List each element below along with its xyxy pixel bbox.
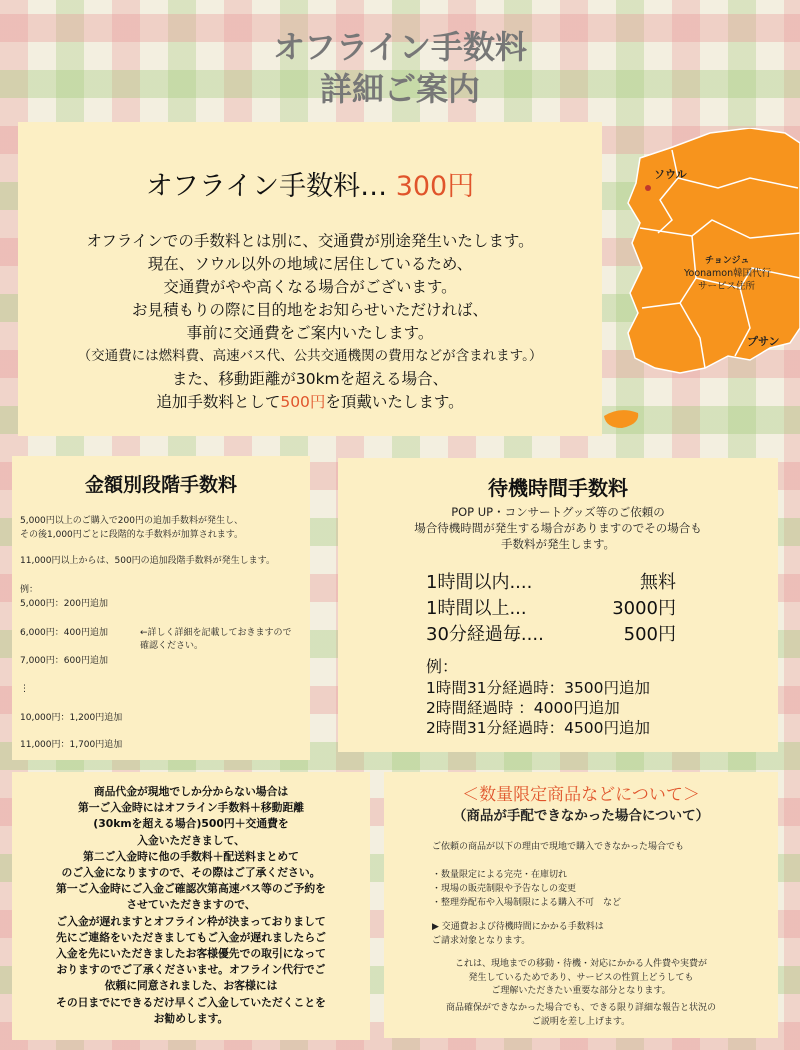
wait-rate-label: 1時間以内.... — [426, 572, 533, 593]
page-title-line1: オフライン手数料 — [272, 28, 528, 66]
main-line: 事前に交通費をご案内いたします。 — [186, 324, 434, 342]
wait-rate-fee: 3000円 — [612, 598, 676, 619]
tier-note-1: ←詳しく詳細を記載しておきますので — [140, 628, 292, 638]
limited-reason-line: ご理解いただきたい重要な部分となります。 — [491, 986, 671, 996]
tier-panel — [12, 456, 310, 760]
wait-desc-line: 手数料が発生します。 — [500, 537, 616, 551]
main-line: また、移動距離が30kmを超える場合、 — [171, 370, 449, 388]
tier-dots: ⋮ — [20, 684, 29, 694]
payment-body — [12, 784, 370, 1027]
jeju-island-shape — [604, 410, 638, 428]
payment-line: 依頼に同意されました、お客様には — [104, 979, 278, 993]
wait-panel — [338, 458, 778, 752]
korea-map — [600, 128, 800, 438]
payment-line: させていただきますので、 — [126, 898, 256, 912]
payment-line: 第一ご入金時にはオフライン手数料＋移動距離 — [77, 801, 305, 815]
limited-intro: ご依頼の商品が以下の理由で現地で購入できなかった場合でも — [432, 842, 685, 852]
wait-example: 2時間経過時 ：4000円追加 — [426, 699, 620, 717]
payment-line: (30kmを超える場合)500円＋交通費を — [93, 817, 289, 831]
payment-line: お勧めします。 — [153, 1011, 229, 1025]
main-line: 交通費がやや高くなる場合がございます。 — [163, 278, 457, 296]
seoul-marker — [645, 185, 651, 191]
tier-example-4: 10,000円：1,200円追加 — [20, 713, 123, 723]
limited-closing-line: ご説明を差し上げます。 — [531, 1016, 631, 1027]
limited-reason-line: これは、現地までの移動・待機・対応にかかる人件費や実費が — [454, 959, 707, 969]
tier-example-1: 5,000円：200円追加 — [20, 599, 108, 609]
tier-over: 11,000円以上からは、500円の追加段階手数料が発生します。 — [20, 556, 275, 566]
payment-line: のご入金になりますので、その際はご了承ください。 — [61, 866, 321, 880]
wait-desc-line: 場合待機時間が発生する場合がありますのでその場合も — [414, 521, 702, 535]
wait-desc — [338, 504, 778, 552]
wait-example-label: 例： — [426, 657, 459, 676]
payment-line: その日までにできるだけ早くご入金していただくことを — [56, 995, 326, 1009]
wait-example: 1時間31分経過時：3500円追加 — [426, 679, 651, 697]
tier-example-2: 6,000円：400円追加 — [20, 628, 108, 638]
payment-line: ご入金が遅れますとオフライン枠が決まっておりまして — [56, 914, 326, 928]
wait-example: 2時間31分経過時：4500円追加 — [426, 719, 651, 737]
main-line: 現在、ソウル以外の地域に居住しているため、 — [147, 255, 473, 273]
main-panel — [18, 122, 602, 436]
map-label-jeonju: チョンジュ — [705, 256, 750, 266]
map-label-seoul: ソウル — [654, 168, 687, 181]
tier-example-label: 例： — [20, 585, 39, 595]
main-line: お見積もりの際に目的地をお知らせいただければ、 — [131, 301, 489, 319]
wait-rate-row — [426, 594, 676, 620]
wait-desc-line: POP UP・コンサートグッズ等のご依頼の — [451, 505, 665, 519]
wait-title: 待機時間手数料 — [488, 476, 628, 500]
payment-line: 入金いただきまして、 — [137, 833, 245, 847]
payment-line: 第二ご入金時に他の手数料＋配送料まとめて — [83, 849, 299, 863]
main-line: （交通費には燃料費、高速バス代、公共交通機関の費用などが含まれます。） — [77, 348, 543, 364]
main-last-pre: 追加手数料として — [156, 393, 281, 411]
wait-rate-fee: 500円 — [623, 624, 676, 645]
main-last-price: 500円 — [280, 393, 326, 411]
limited-notice-2: ご請求対象となります。 — [432, 936, 531, 946]
main-heading-price: 300円 — [395, 171, 475, 202]
main-line-last — [18, 391, 602, 414]
limited-reason-line: 発生しているためであり、サービスの性質上どうしても — [468, 972, 694, 983]
payment-line: 第一ご入金時にご入金ご確認次第高速バス等のご予約を — [56, 882, 326, 896]
payment-line: 商品代金が現地でしか分からない場合は — [93, 785, 289, 798]
tier-intro2: その後1,000円ごとに段階的な手数料が加算されます。 — [20, 530, 244, 540]
limited-bullet: ・現場の販売制限や予告なしの変更 — [432, 884, 577, 894]
limited-bullet: ・整理券配布や入場制限による購入不可 など — [432, 898, 622, 908]
wait-rate-label: 30分経過毎.... — [426, 624, 544, 645]
main-heading — [18, 164, 602, 203]
limited-closing-line: 商品確保ができなかった場合でも、できる限り詳細な報告と状況の — [445, 1003, 716, 1013]
main-heading-label: オフライン手数料… — [145, 171, 396, 202]
tier-example-5: 11,000円：1,700円追加 — [20, 740, 123, 750]
tier-title: 金額別段階手数料 — [84, 474, 237, 496]
map-label-office2: サービス住所 — [698, 281, 756, 292]
wait-rate-row — [426, 620, 676, 646]
limited-closing — [384, 1002, 778, 1029]
main-last-post: を頂戴いたします。 — [325, 393, 464, 411]
payment-line: 先にご連絡をいただきましてもご入金が遅れましたらご — [56, 930, 326, 944]
map-label-busan: プサン — [747, 335, 780, 348]
limited-title: ＜数量限定商品などについて＞ — [462, 785, 700, 805]
limited-panel — [384, 772, 778, 1038]
main-body — [18, 230, 602, 414]
wait-rate-fee: 無料 — [640, 572, 676, 593]
limited-bullet: ・数量限定による完売・在庫切れ — [432, 870, 568, 880]
map-label-office1: Yoonamon韓国代行 — [684, 268, 772, 279]
tier-intro1: 5,000円以上のご購入で200円の追加手数料が発生し、 — [20, 516, 243, 526]
limited-subtitle: （商品が手配できなかった場合について） — [452, 808, 710, 824]
tier-note-2: 確認ください。 — [140, 641, 204, 651]
payment-line: おりますのでご了承くださいませ。オフライン代行でご — [56, 963, 326, 977]
limited-reason — [384, 958, 778, 999]
payment-line: 入金を先にいただきましたお客様優先での取引になって — [56, 947, 326, 961]
main-line: オフラインでの手数料とは別に、交通費が別途発生いたします。 — [86, 232, 534, 250]
tier-example-3: 7,000円：600円追加 — [20, 656, 108, 666]
wait-rate-row — [426, 568, 676, 594]
wait-rate-label: 1時間以上... — [426, 598, 527, 619]
page-title-line2: 詳細ご案内 — [319, 70, 480, 108]
payment-panel — [12, 772, 370, 1040]
limited-notice-1: ▶ 交通費および待機時間にかかる手数料は — [432, 922, 604, 932]
